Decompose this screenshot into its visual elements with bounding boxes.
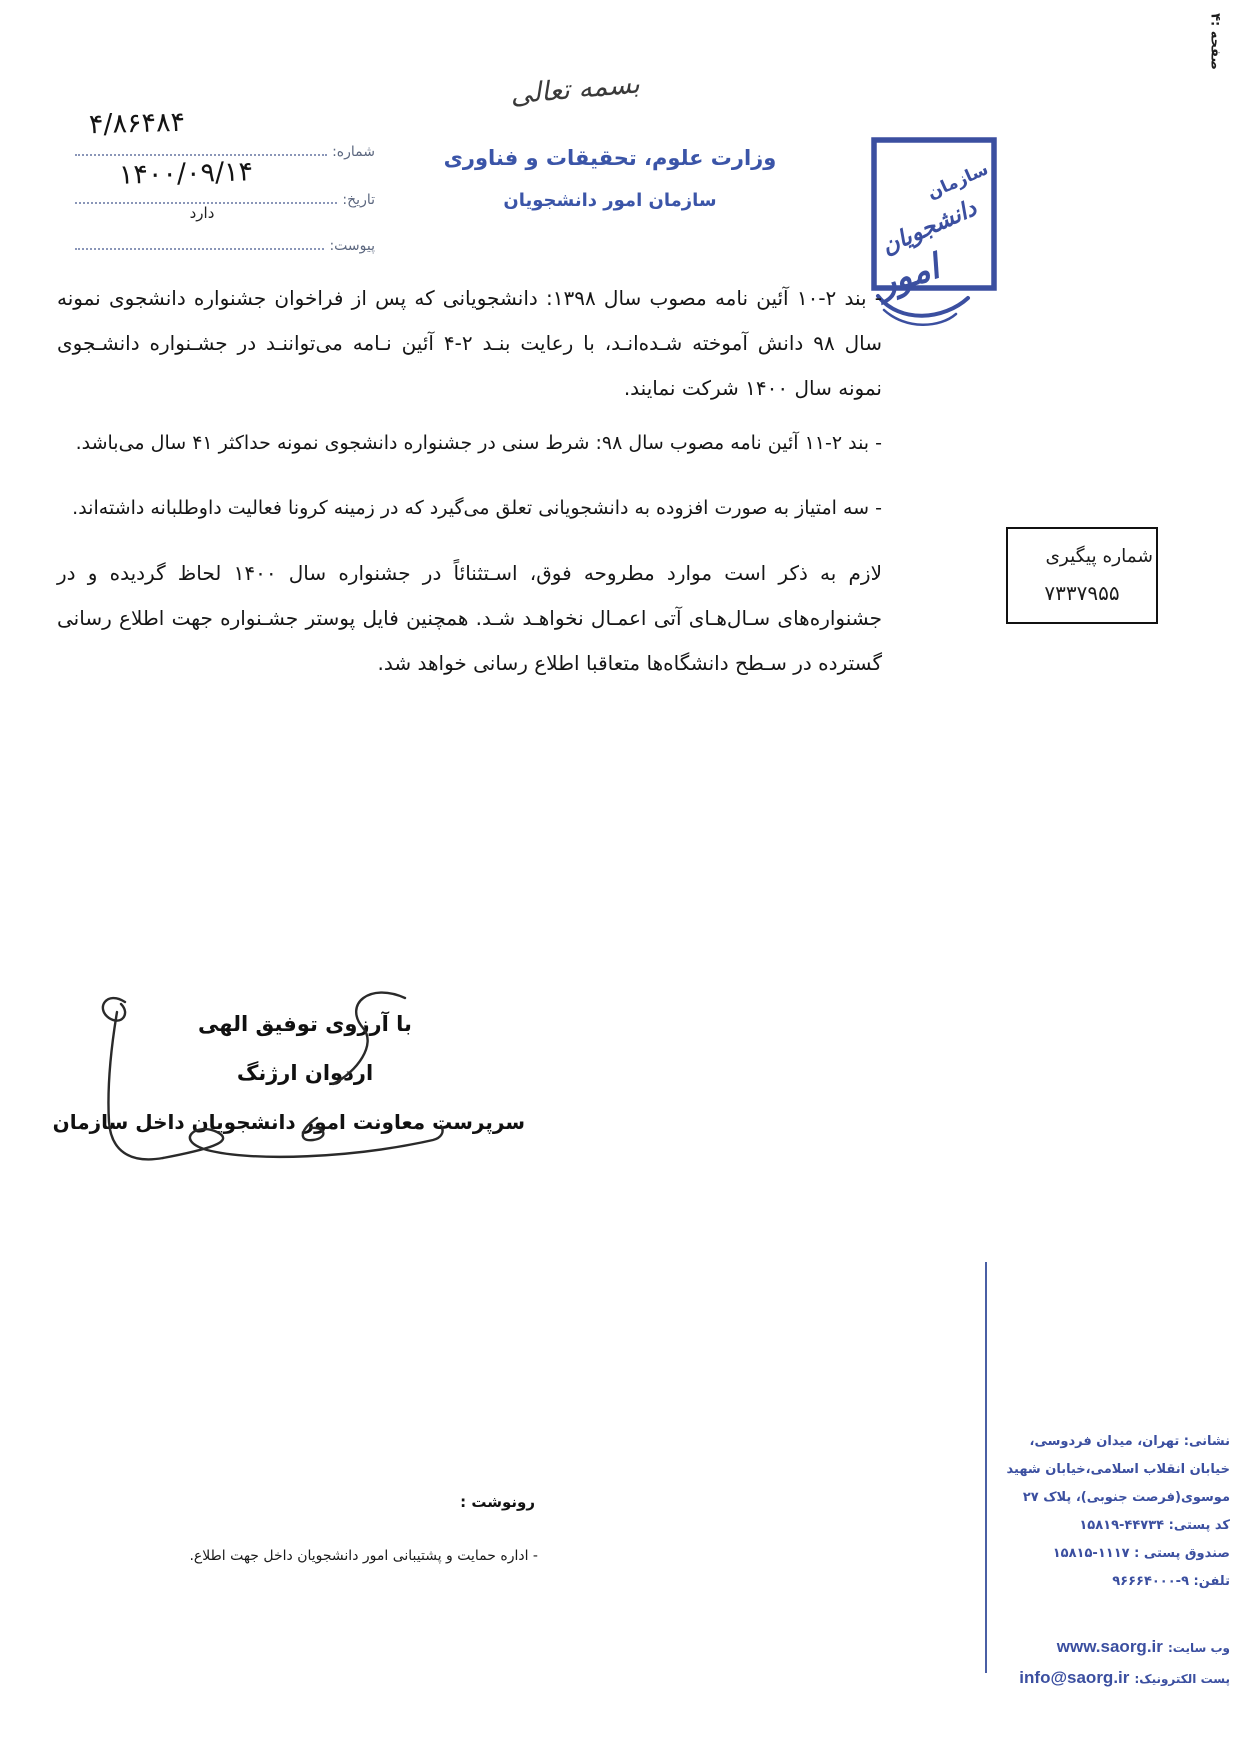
- phone-line: [995, 1568, 1230, 1596]
- body-paragraph-2: - بند ۲-۱۱ آئین نامه مصوب سال ۹۸: شرط سنی در جشنواره دانشجوی نمونه حداکثر ۴۱ سال می‌باشد.: [75, 432, 882, 454]
- letter-number-value: ۴/۸۶۴۸۴: [88, 106, 186, 141]
- footer-address: [995, 1428, 1230, 1596]
- postal-code-label: کد پستی:: [1168, 1518, 1230, 1533]
- body-paragraph-1: - بند ۲-۱۰ آئین نامه مصوب سال ۱۳۹۸: دانشجویانی که پس از فراخوان جشنواره دانشجوی نمونه سال ۹۸ دانش آموخته شـده‌انـد، با رعایت بنـد ۲-۴ آئین نـامه می‌تواننـد در جشـنواره دانشـجوی نمونه سال ۱۴۰۰ شرکت نمایند.: [57, 286, 882, 400]
- po-box-line: [995, 1540, 1230, 1568]
- letter-date-value: ۱۴۰۰/۰۹/۱۴: [118, 156, 254, 191]
- phone-label: تلفن:: [1193, 1574, 1230, 1589]
- tracking-number-label: شماره پیگیری: [1045, 545, 1153, 567]
- letter-number-label: شماره:: [332, 144, 375, 160]
- address-line: خیابان انقلاب اسلامی،خیابان شهید: [1006, 1462, 1230, 1477]
- logo-word-sazman: سازمان: [924, 159, 992, 204]
- attachment-value: دارد: [189, 204, 215, 222]
- tracking-number-box: [1006, 527, 1158, 624]
- saorg-logo: [860, 134, 1010, 334]
- attachment-label: پیوست:: [329, 238, 375, 254]
- organization-title: سازمان امور دانشجویان: [503, 190, 717, 211]
- signatory-title: سرپرست معاونت امور دانشجویان داخل سازمان: [52, 1110, 525, 1134]
- body-paragraph-3: - سه امتیاز به صورت افزوده به دانشجویانی تعلق می‌گیرد که در زمینه کرونا فعالیت داوطلبانه داشته‌اند.: [72, 497, 882, 519]
- body-paragraph-4: لازم به ذکر است موارد مطروحه فوق، اسـتثنائاً در جشنواره سال ۱۴۰۰ لحاظ گردیده و در جشنواره‌های سـال‌هـای آتی اعمـال نخواهـد شـد. همچنین فایل پوستر جشـنواره جهت اطلاع رسانی گسترده در سـطح دانشگاه‌ها متعاقبا اطلاع رسانی خواهد شد.: [57, 561, 882, 675]
- email-address: info@saorg.ir: [1019, 1668, 1130, 1687]
- cc-heading: رونوشت :: [460, 1493, 535, 1511]
- cc-item: - اداره حمایت و پشتیبانی امور دانشجویان داخل جهت اطلاع.: [189, 1548, 538, 1564]
- tracking-number-value: ۷۳۳۷۹۵۵: [1044, 581, 1120, 606]
- dotted-line: [75, 247, 324, 250]
- logo-word-omoor: امور: [873, 246, 945, 305]
- email-line: [975, 1663, 1230, 1694]
- bismillah-calligraphy: بسمه تعالی: [509, 68, 641, 111]
- po-box-label: صندوق پستی :: [1134, 1546, 1230, 1561]
- website-label: وب سایت:: [1167, 1641, 1230, 1655]
- footer-web-contact: [975, 1632, 1230, 1694]
- letter-date-label: تاریخ:: [342, 192, 375, 208]
- phone-value: ۹۶۶۶۴۰۰۰-۹: [1112, 1574, 1190, 1589]
- attachment-row: [75, 232, 375, 254]
- page-number: صفحه :۴: [1207, 13, 1223, 70]
- signatory-name: اردوان ارژنگ: [236, 1061, 374, 1085]
- postal-code-line: [995, 1512, 1230, 1540]
- website-line: [975, 1632, 1230, 1663]
- signature-closing: با آرزوی توفیق الهی: [198, 1012, 412, 1036]
- po-box-value: ۱۵۸۱۵-۱۱۱۷: [1052, 1546, 1130, 1561]
- ministry-title: وزارت علوم، تحقیقات و فناوری: [443, 146, 777, 170]
- footer-divider: [985, 1262, 987, 1673]
- email-label: پست الکترونیک:: [1134, 1672, 1230, 1686]
- address-line: نشانی: تهران، میدان فردوسی،: [1029, 1434, 1230, 1449]
- logo-word-daneshjooyan: دانشجویان: [877, 195, 981, 260]
- dotted-line: [75, 153, 327, 156]
- address-line: موسوی(فرصت جنوبی)، پلاک ۲۷: [1022, 1490, 1230, 1505]
- signature-block: [52, 1012, 525, 1134]
- website-url: www.saorg.ir: [1056, 1637, 1163, 1656]
- postal-code-value: ۱۵۸۱۹-۴۴۷۳۴: [1079, 1518, 1165, 1533]
